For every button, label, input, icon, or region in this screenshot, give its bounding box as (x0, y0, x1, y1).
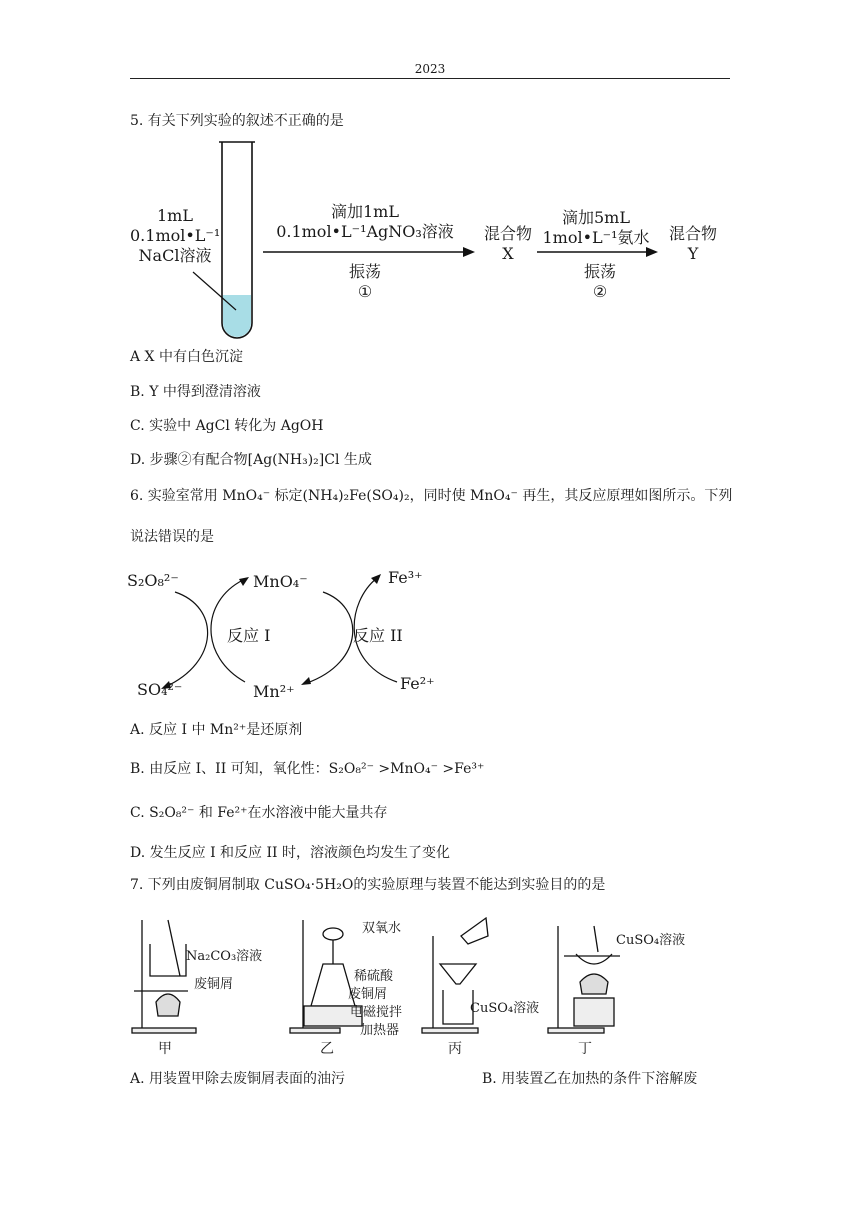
yi-label-cu: 废铜屑 (348, 987, 388, 1002)
yi-label-acid: 稀硫酸 (354, 969, 394, 984)
header-rule (130, 78, 730, 79)
q5-option-c: C. 实验中 AgCl 转化为 AgOH (130, 418, 324, 434)
q7-option-b: B. 用装置乙在加热的条件下溶解废 (482, 1071, 698, 1087)
step1-reagent: 滴加1mL 0.1mol•L⁻¹AgNO₃溶液 (276, 202, 454, 241)
q6-stem-line1: 6. 实验室常用 MnO₄⁻ 标定(NH₄)₂Fe(SO₄)₂，同时使 MnO₄⁻ 再生，其反应原理如图所示。下列 (130, 488, 733, 504)
step2-reagent: 滴加5mL 1mol•L⁻¹氨水 (542, 208, 650, 247)
step2-action: 振荡 ② (583, 262, 616, 301)
q7-option-a: A. 用装置甲除去废铜屑表面的油污 (130, 1071, 346, 1087)
q5-option-d: D. 步骤②有配合物[Ag(NH₃)₂]Cl 生成 (130, 452, 372, 468)
beaker-bing-icon (443, 990, 473, 1024)
q5-diagram (130, 138, 730, 343)
q6-option-c: C. S₂O₈²⁻ 和 Fe²⁺在水溶液中能大量共存 (130, 805, 388, 821)
step1-action: 振荡 ① (348, 262, 381, 301)
apparatus-name-ding: 丁 (578, 1041, 592, 1057)
q5-option-a: A X 中有白色沉淀 (130, 349, 243, 365)
funnel-icon (440, 964, 476, 984)
reaction1-label: 反应 I (227, 626, 271, 645)
q7-stem: 7. 下列由废铜屑制取 CuSO₄·5H₂O的实验原理与装置不能达到实验目的的是 (130, 877, 606, 893)
jia-label-cu: 废铜屑 (194, 977, 234, 992)
bing-label-cuso4: CuSO₄溶液 (470, 1001, 540, 1016)
mn2-label: Mn²⁺ (253, 682, 295, 701)
mixture-y: 混合物 Y (668, 224, 717, 263)
fe3-label: Fe³⁺ (388, 568, 423, 587)
yi-label-h2o2: 双氧水 (362, 921, 402, 936)
tube-label: 1mL 0.1mol•L⁻¹ NaCl溶液 (130, 206, 221, 265)
reaction2-label: 反应 II (353, 626, 403, 645)
q6-option-b: B. 由反应 I、II 可知，氧化性：S₂O₈²⁻ >MnO₄⁻ >Fe³⁺ (130, 761, 485, 777)
q6-option-d: D. 发生反应 I 和反应 II 时，溶液颜色均发生了变化 (130, 845, 451, 861)
q5-option-b: B. Y 中得到澄清溶液 (130, 384, 261, 400)
s2o8-label: S₂O₈²⁻ (127, 571, 179, 590)
so4-label: SO₄²⁻ (137, 680, 183, 699)
q6-option-a: A. 反应 I 中 Mn²⁺是还原剂 (130, 722, 303, 738)
beaker-jia-icon (150, 944, 186, 976)
yi-label-heater: 加热器 (360, 1023, 400, 1038)
q7-apparatus-figure (128, 906, 728, 1061)
q6-cycle-diagram (125, 562, 445, 707)
apparatus-name-yi: 乙 (320, 1041, 334, 1057)
mno4-label: MnO₄⁻ (253, 572, 308, 591)
fe2-label: Fe²⁺ (400, 674, 435, 693)
page-header-year: 2023 (414, 62, 446, 76)
jia-label-na2co3: Na₂CO₃溶液 (186, 949, 263, 964)
nacl-solution-fill (223, 295, 251, 337)
apparatus-name-jia: 甲 (158, 1041, 172, 1057)
q5-stem: 5. 有关下列实验的叙述不正确的是 (130, 113, 344, 129)
pointer-line (193, 272, 236, 310)
mixture-x: 混合物 X (483, 224, 532, 263)
ding-label-cuso4: CuSO₄溶液 (616, 933, 686, 948)
yi-label-stirrer: 电磁搅拌 (350, 1005, 403, 1020)
q6-stem-line2: 说法错误的是 (130, 529, 214, 545)
apparatus-name-bing: 丙 (448, 1041, 462, 1057)
